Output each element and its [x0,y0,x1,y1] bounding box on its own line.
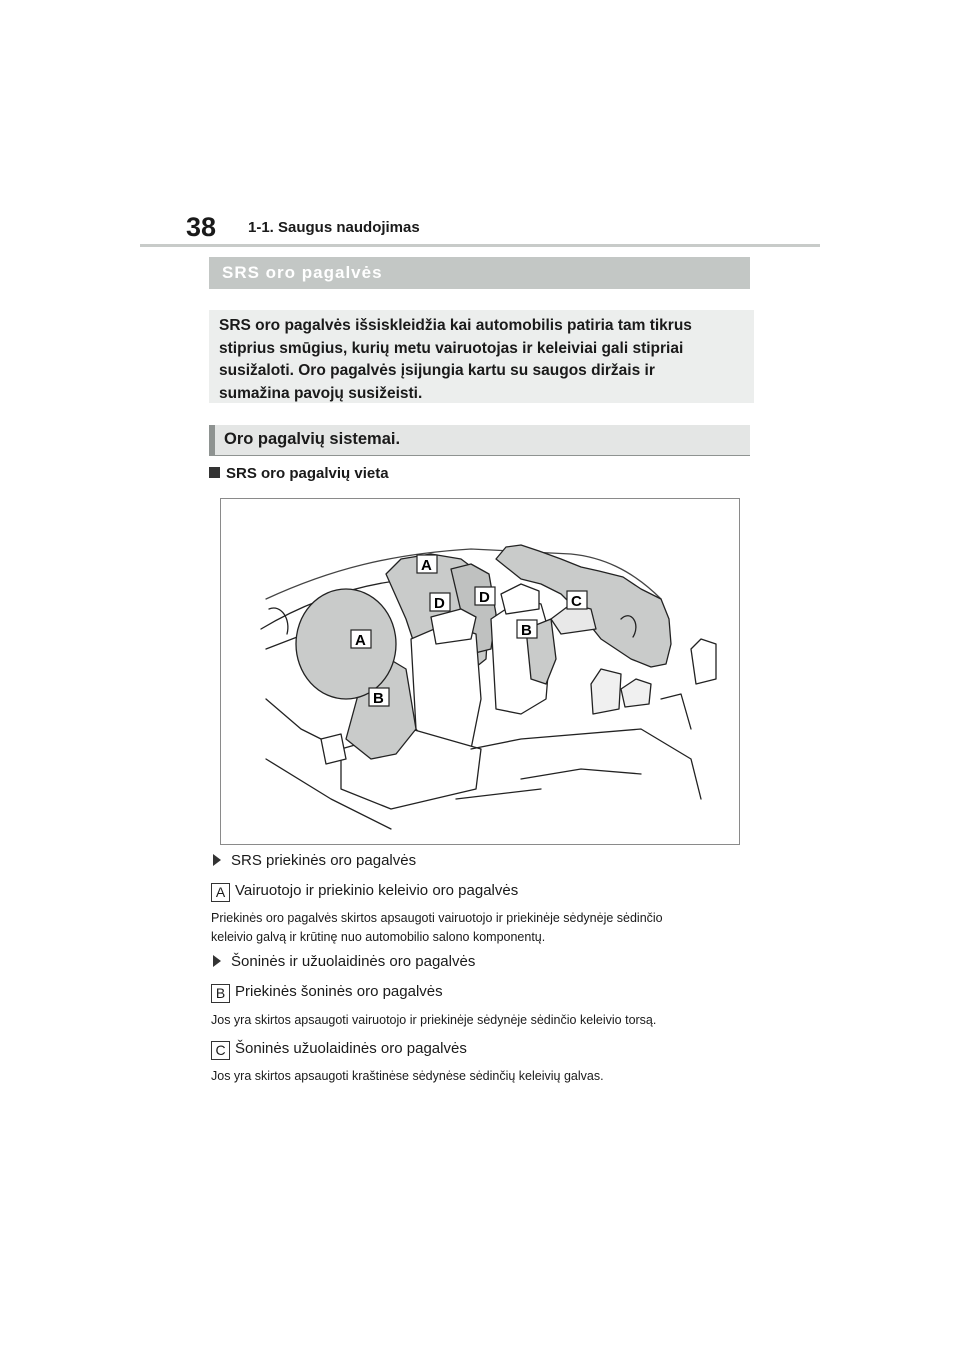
triangle-bullet-icon [213,955,221,967]
figure-label-a-driver [351,630,371,649]
desc-line: keleivio galvą ir krūtinę nuo automobilio salono komponentų. [211,929,546,944]
item-title: Priekinės šoninės oro pagalvės [235,983,443,1000]
header-divider [140,244,820,247]
item-c [211,1040,467,1060]
figure-label-b-driver [369,688,389,707]
page-number: 38 [186,212,217,242]
desc-line: Jos yra skirtos apsaugoti kraštinėse sėdynėse sėdinčių keleivių galvas. [211,1069,604,1083]
figure-label-b-passenger [517,620,537,639]
intro-box [209,310,754,403]
bullet-front-airbags [213,852,416,869]
svg-text:B: B [373,690,384,707]
location-heading [209,465,389,482]
square-bullet-icon [209,467,220,478]
car-interior-illustration [221,499,741,846]
letter-box-b: B [211,984,230,1003]
item-a [211,882,518,902]
figure-label-d-right [475,587,495,606]
item-title: Vairuotojo ir priekinio keleivio oro pagalvės [235,882,519,899]
desc-line: Jos yra skirtos apsaugoti vairuotojo ir priekinėje sėdynėje sėdinčio keleivio torsą. [211,1013,657,1027]
item-b [211,983,443,1003]
figure-label-a-front [417,555,437,574]
desc-line: Priekinės oro pagalvės skirtos apsaugoti vairuotojo ir priekinėje sėdynėje sėdinčio [211,911,663,925]
srs-heading: SRS oro pagalvės [209,257,750,289]
bullet-side-curtain-airbags [213,953,475,970]
location-heading-text: SRS oro pagalvių vieta [226,465,389,482]
intro-line: SRS oro pagalvės išsiskleidžia kai automobilis patiria tam tikrus [219,317,692,334]
svg-text:A: A [355,632,366,649]
airbag-location-figure [220,498,740,845]
svg-text:A: A [421,557,432,574]
letter-box-c: C [211,1041,230,1060]
letter-box-a: A [211,883,230,902]
intro-line: susižaloti. Oro pagalvės įsijungia kartu su saugos diržais ir [219,362,655,379]
svg-text:D: D [479,589,490,606]
section-title: 1-1. Saugus naudojimas [248,219,420,236]
intro-line: sumažina pavojų susižeisti. [219,384,423,402]
svg-text:D: D [434,595,445,612]
item-b-description [211,1011,751,1030]
bullet-text: SRS priekinės oro pagalvės [231,852,417,869]
bullet-text: Šoninės ir užuolaidinės oro pagalvės [231,953,476,970]
figure-label-c [567,591,587,610]
item-title: Šoninės užuolaidinės oro pagalvės [235,1040,467,1057]
triangle-bullet-icon [213,854,221,866]
item-c-description [211,1067,751,1086]
item-a-description [211,909,751,946]
figure-label-d-left [430,593,450,612]
intro-line: stiprius smūgius, kurių metu vairuotojas ir keleiviai gali stipriai [219,339,684,357]
svg-text:B: B [521,622,532,639]
svg-text:C: C [571,593,582,610]
subheading: Oro pagalvių sistemai. [209,425,750,456]
